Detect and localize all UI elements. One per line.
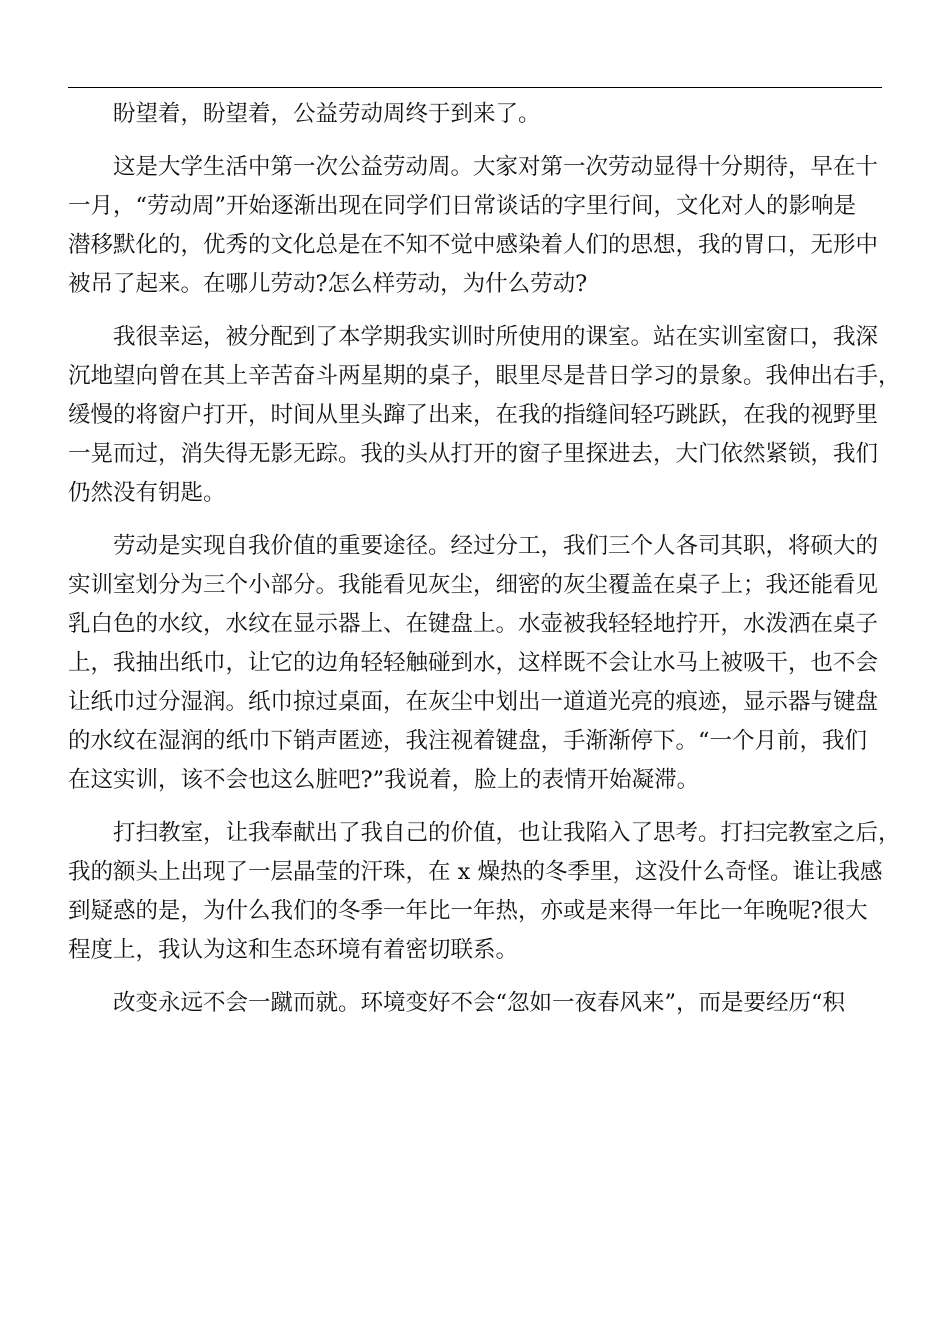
text-line: 劳动是实现自我价值的重要途径。经过分工，我们三个人各司其职，将硕大的	[113, 533, 879, 559]
paragraph-1	[68, 95, 888, 134]
document-body	[68, 95, 901, 1023]
text-line: 在这实训，该不会也这么脏吧?”我说着，脸上的表情开始凝滞。	[68, 767, 700, 793]
text-line: 打扫教室，让我奉献出了我自己的价值，也让我陷入了思考。打扫完教室之后，	[113, 820, 901, 846]
text-line: 改变永远不会一蹴而就。环境变好不会“忽如一夜春风来”，而是要经历“积	[113, 990, 846, 1016]
text-line: 让纸巾过分湿润。纸巾掠过桌面，在灰尘中划出一道道光亮的痕迹，显示器与键盘	[68, 689, 879, 715]
paragraph-6	[68, 984, 888, 1023]
text-line: 仍然没有钥匙。	[68, 480, 226, 506]
text-line: 的水纹在湿润的纸巾下销声匿迹，我注视着键盘，手渐渐停下。“一个月前，我们	[68, 728, 868, 754]
text-line: 潜移默化的，优秀的文化总是在不知不觉中感染着人们的思想，我的胃口，无形中	[68, 232, 879, 258]
text-line: 程度上，我认为这和生态环境有着密切联系。	[68, 937, 519, 963]
paragraph-5	[68, 814, 901, 970]
text-line: 我的额头上出现了一层晶莹的汗珠，在 x 燥热的冬季里，这没什么奇怪。谁让我感	[68, 859, 883, 885]
text-line: 沉地望向曾在其上辛苦奋斗两星期的桌子，眼里尽是昔日学习的景象。我伸出右手，	[68, 363, 901, 389]
text-line: 乳白色的水纹，水纹在显示器上、在键盘上。水壶被我轻轻地拧开，水泼洒在桌子	[68, 611, 879, 637]
text-line: 一月，“劳动周”开始逐渐出现在同学们日常谈话的字里行间，文化对人的影响是	[68, 193, 857, 219]
paragraph-2	[68, 148, 888, 304]
text-line: 盼望着，盼望着，公益劳动周终于到来了。	[113, 101, 541, 127]
text-line: 到疑惑的是，为什么我们的冬季一年比一年热，亦或是来得一年比一年晚呢?很大	[68, 898, 868, 924]
header-rule	[68, 87, 882, 88]
text-line: 实训室划分为三个小部分。我能看见灰尘，细密的灰尘覆盖在桌子上；我还能看见	[68, 572, 879, 598]
text-line: 这是大学生活中第一次公益劳动周。大家对第一次劳动显得十分期待，早在十	[113, 154, 879, 180]
text-line: 缓慢的将窗户打开，时间从里头蹿了出来，在我的指缝间轻巧跳跃，在我的视野里	[68, 402, 879, 428]
text-line: 我很幸运，被分配到了本学期我实训时所使用的课室。站在实训室窗口，我深	[113, 324, 879, 350]
text-line: 上，我抽出纸巾，让它的边角轻轻触碰到水，这样既不会让水马上被吸干，也不会	[68, 650, 879, 676]
text-line: 一晃而过，消失得无影无踪。我的头从打开的窗子里探进去，大门依然紧锁，我们	[68, 441, 879, 467]
paragraph-4	[68, 527, 888, 800]
text-line: 被吊了起来。在哪儿劳动?怎么样劳动，为什么劳动?	[68, 271, 588, 297]
paragraph-3	[68, 318, 901, 513]
